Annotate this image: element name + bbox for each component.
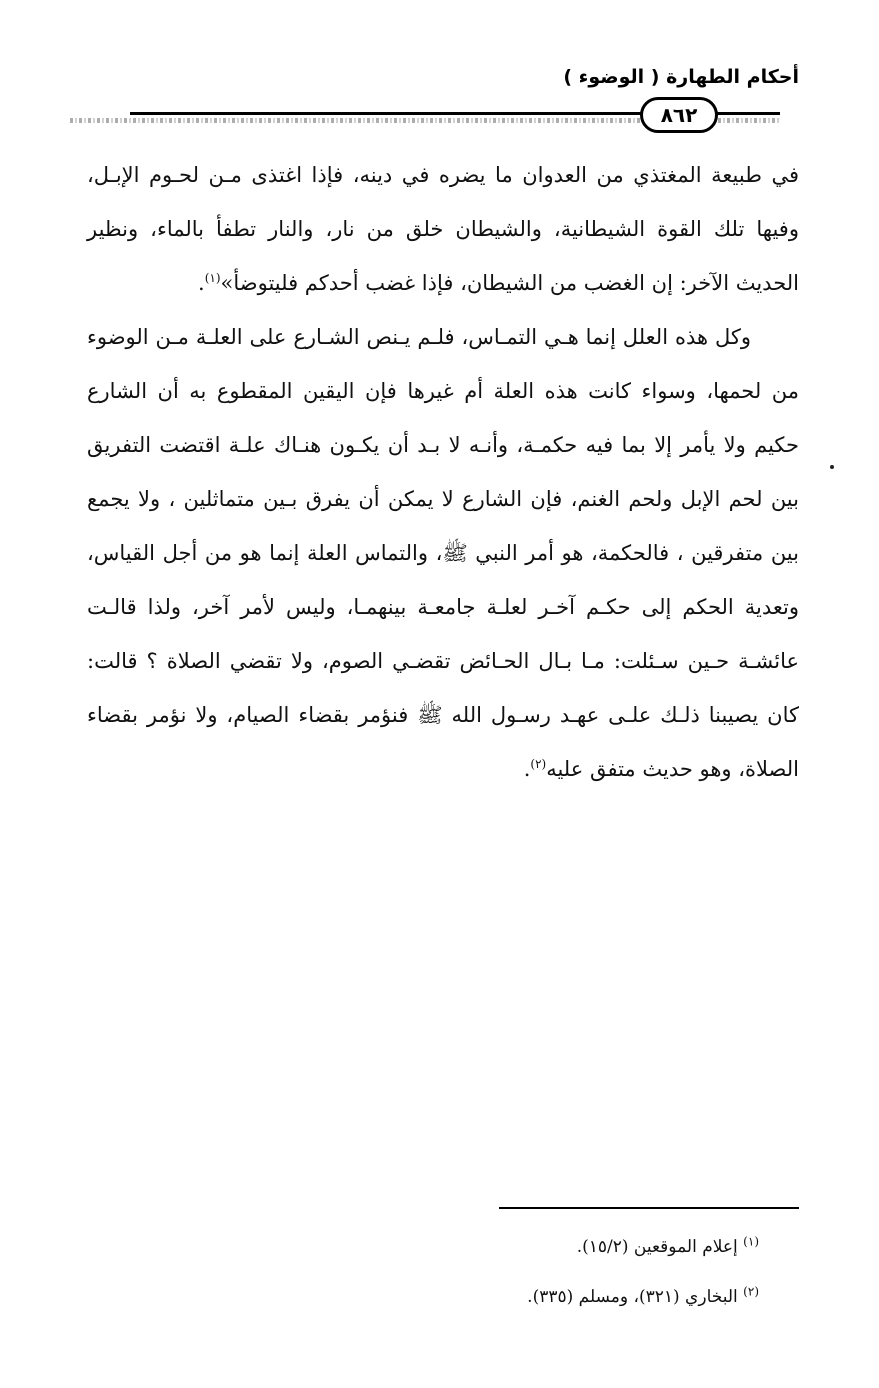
paragraph-1-text: في طبيعة المغتذي من العدوان ما يضره في دينه، فإذا اغتذى مـن لحـوم الإبـل، وفيها تلك القوة الشيطانية، والشيطان خلق من نار، والنار تطفأ بالماء، ونظير الحديث الآخر: إن الغضب من الشيطان، فإذا غضب أحدكم فليتوضأ» <box>87 163 799 295</box>
running-header-title: أحكام الطهارة ( الوضوء ) <box>563 66 799 88</box>
footnote-1-text: إعلام الموقعين (١٥/٢). <box>576 1237 738 1257</box>
paragraph-1-end: . <box>198 271 205 295</box>
footnote-1 <box>87 1222 799 1272</box>
footnote-ref-2: (٢) <box>530 757 547 771</box>
paragraph-2 <box>87 310 799 796</box>
margin-mark <box>830 465 834 469</box>
footnotes <box>87 1222 799 1322</box>
page-number: ٨٦٢ <box>640 97 718 133</box>
main-text <box>87 148 799 796</box>
footnote-1-marker: (١) <box>743 1234 759 1249</box>
footnote-2 <box>87 1272 799 1322</box>
footnote-2-text: البخاري (٣٢١)، ومسلم (٣٣٥). <box>527 1287 738 1307</box>
footnote-ref-1: (١) <box>204 271 221 285</box>
paragraph-2-text: وكل هذه العلل إنما هـي التمـاس، فلـم يـنص الشـارع على العلـة مـن الوضوء من لحمها، وسواء كانت هذه العلة أم غيرها فإن اليقين المقطوع به أن الشارع حكيم ولا يأمر إلا بما فيه حكمـة، وأنـه لا بـد أن يكـون هنـاك علـة اقتضت التفريق بين لحم الإبل ولحم الغنم، فإن الشارع لا يمكن أن يفرق بـين متماثلين ، ولا يجمع بين متفرقين ، فالحكمة، هو أمر النبي ﷺ، والتماس العلة إنما هو من أجل القياس، وتعدية الحكم إلى حكـم آخـر لعلـة جامعـة بينهمـا، وليس لأمر آخر، ولذا قالـت عائشـة حـين سـئلت: مـا بـال الحـائض تقضـي الصوم، ولا تقضي الصلاة ؟ قالت: كان يصيبنا ذلـك علـى عهـد رسـول الله ﷺ فنؤمر بقضاء الصيام، ولا نؤمر بقضاء الصلاة، وهو حديث متفق عليه <box>87 325 799 781</box>
paragraph-2-end: . <box>523 757 531 781</box>
footnote-separator <box>499 1207 799 1209</box>
footnote-2-marker: (٢) <box>743 1284 759 1299</box>
paragraph-1 <box>87 148 799 310</box>
